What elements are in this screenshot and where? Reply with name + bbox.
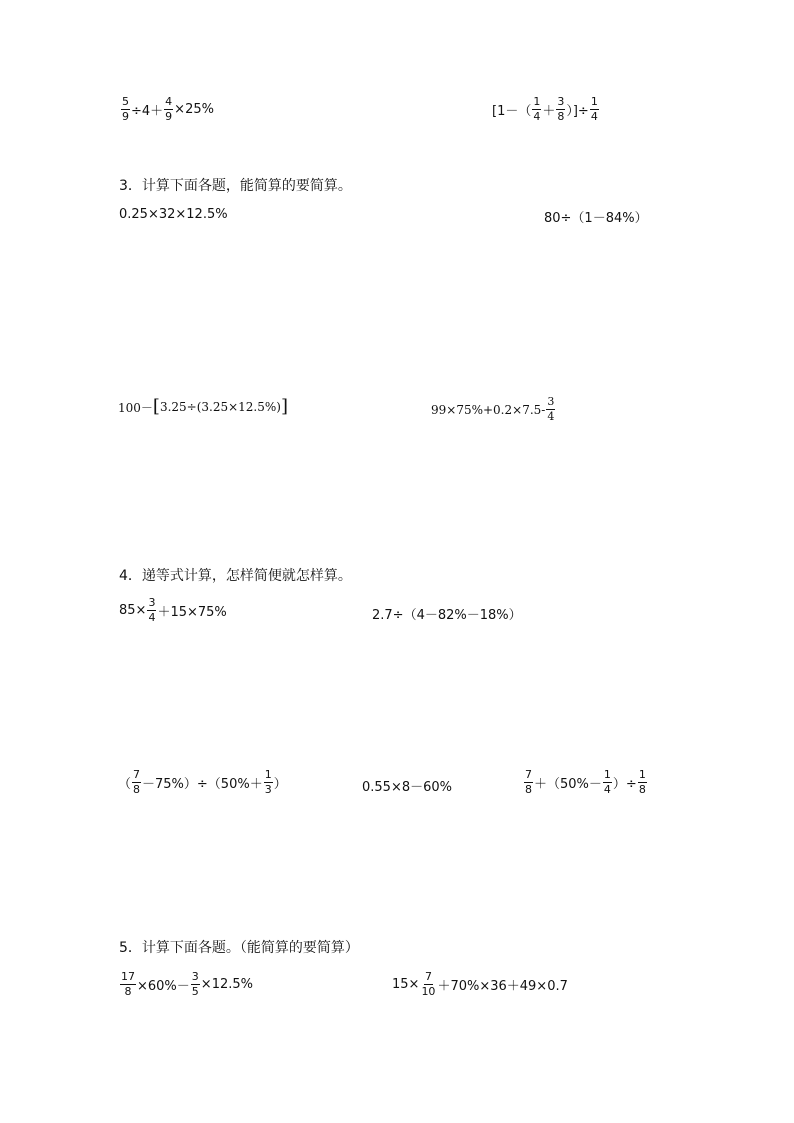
right-bracket: ] bbox=[280, 396, 288, 417]
section4-heading: 4．递等式计算，怎样简便就怎样算。 bbox=[119, 568, 352, 584]
section4-problem-5 bbox=[523, 769, 648, 796]
section4-problem-2: 2.7÷（4－82%－18%） bbox=[372, 608, 522, 623]
fraction: $\frac{5}{9}$ bbox=[122, 95, 129, 123]
expr-text: ） bbox=[273, 777, 287, 792]
fraction: $\frac{7}{8}$ bbox=[133, 768, 141, 796]
fraction: $\frac{1}{4}$ bbox=[533, 95, 541, 123]
expr-text: ＋ bbox=[542, 104, 556, 119]
expr-text: ×25% bbox=[174, 102, 214, 117]
expr-text: 15× bbox=[392, 977, 420, 992]
problem-row1-right bbox=[492, 96, 600, 123]
section4-problem-1 bbox=[119, 597, 227, 624]
fraction: $\frac{1}{3}$ bbox=[264, 768, 272, 796]
fraction: $\frac{7}{10}$ bbox=[421, 970, 436, 998]
fraction: $\frac{17}{8}$ bbox=[121, 970, 135, 998]
expr-text: ×12.5% bbox=[200, 977, 253, 992]
fraction: $\frac{1}{4}$ bbox=[603, 768, 611, 796]
fraction: $\frac{1}{8}$ bbox=[638, 768, 646, 796]
expr-text: 100－ bbox=[118, 400, 153, 415]
section3-problem-4 bbox=[431, 396, 556, 423]
fraction: $\frac{4}{9}$ bbox=[165, 95, 173, 123]
section3-problem-1: 0.25×32×12.5% bbox=[119, 207, 228, 222]
expr-text: ＋（50%－ bbox=[534, 777, 602, 792]
problem-row1-left bbox=[120, 96, 214, 123]
fraction: $\frac{3}{5}$ bbox=[191, 970, 199, 998]
section3-problem-2: 80÷（1－84%） bbox=[544, 211, 648, 226]
expr-text: ）÷ bbox=[612, 777, 637, 792]
expr-text: （ bbox=[118, 777, 132, 792]
fraction: $\frac{3}{4}$ bbox=[148, 596, 156, 624]
expr-text: ）]÷ bbox=[566, 104, 589, 119]
left-bracket: [ bbox=[152, 396, 160, 417]
section3-problem-3 bbox=[118, 398, 288, 416]
expr-text: ＋15×75% bbox=[157, 605, 227, 620]
section4-problem-3 bbox=[118, 769, 287, 796]
expr-text: ＋70%×36＋49×0.7 bbox=[437, 979, 568, 994]
section4-problem-4: 0.55×8－60% bbox=[362, 780, 453, 795]
expr-text: 3.25÷(3.25×12.5%) bbox=[159, 400, 281, 414]
expr-text: －75%）÷（50%＋ bbox=[142, 777, 263, 792]
section3-heading: 3．计算下面各题，能简算的要简算。 bbox=[119, 178, 352, 194]
section5-problem-1 bbox=[119, 971, 253, 998]
fraction: $\frac{3}{8}$ bbox=[557, 95, 565, 123]
fraction: $\frac{1}{4}$ bbox=[590, 95, 598, 123]
fraction: $\frac{7}{8}$ bbox=[525, 768, 532, 796]
section5-heading: 5．计算下面各题。（能简算的要简算） bbox=[119, 940, 359, 956]
expr-text: ×60%－ bbox=[137, 979, 190, 994]
expr-text: 85× bbox=[119, 603, 147, 618]
fraction: $\frac{3}{4}$ bbox=[547, 395, 555, 423]
expr-text: ÷4＋ bbox=[131, 104, 164, 119]
expr-text: [1－（ bbox=[492, 104, 532, 119]
expr-text: 99×75%+0.2×7.5- bbox=[431, 402, 546, 417]
section5-problem-2 bbox=[392, 971, 568, 998]
